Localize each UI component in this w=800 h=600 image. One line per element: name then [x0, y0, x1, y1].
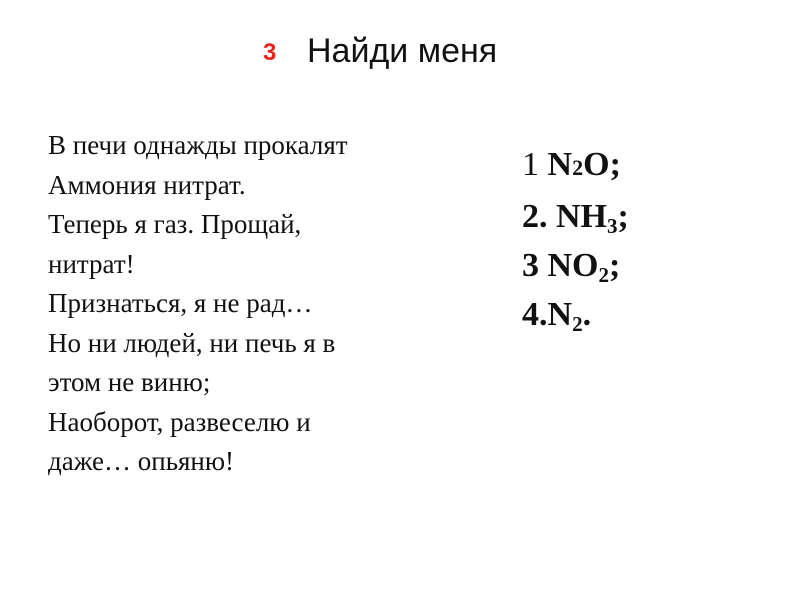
option-formula-part: NH: [556, 198, 607, 235]
option-formula-subscript: 3: [607, 213, 618, 238]
slide-title: Найди меня: [307, 32, 498, 70]
option-number: 3: [522, 247, 548, 284]
option-1: [522, 140, 629, 192]
option-formula-subscript: 2: [572, 311, 583, 336]
option-formula-part: N: [547, 146, 573, 183]
poem-text: [48, 126, 488, 482]
option-formula-part: N: [547, 296, 573, 333]
option-formula-part: NO: [547, 247, 599, 284]
option-4: [522, 290, 629, 339]
option-formula-end: ;: [609, 247, 621, 284]
option-number: 4.: [522, 296, 548, 333]
option-2: [522, 192, 629, 241]
option-formula-end: ;: [617, 198, 629, 235]
option-formula-end: .: [582, 296, 592, 333]
poem-line: Аммония нитрат.: [48, 169, 246, 200]
option-number: 1: [522, 146, 548, 183]
poem-line: Наоборот, развеселю и: [48, 406, 311, 437]
poem-line: Но ни людей, ни печь я в: [48, 327, 336, 358]
option-formula-subscript: 2: [572, 155, 584, 180]
poem-line: Признаться, я не рад…: [48, 288, 313, 318]
poem-line: нитрат!: [48, 248, 135, 279]
option-formula-end: ;: [609, 146, 621, 183]
slide-number: 3: [263, 39, 277, 66]
poem-line: этом не виню;: [48, 367, 211, 397]
poem-line: В печи однажды прокалят: [48, 130, 348, 160]
option-formula-part: O: [583, 146, 610, 183]
answer-options: [522, 140, 629, 339]
poem-line: Теперь я газ. Прощай,: [48, 209, 302, 239]
option-number: 2.: [522, 198, 556, 235]
option-3: [522, 241, 629, 290]
poem-line: даже… опьяню!: [48, 446, 235, 476]
option-formula-subscript: 2: [598, 262, 610, 287]
